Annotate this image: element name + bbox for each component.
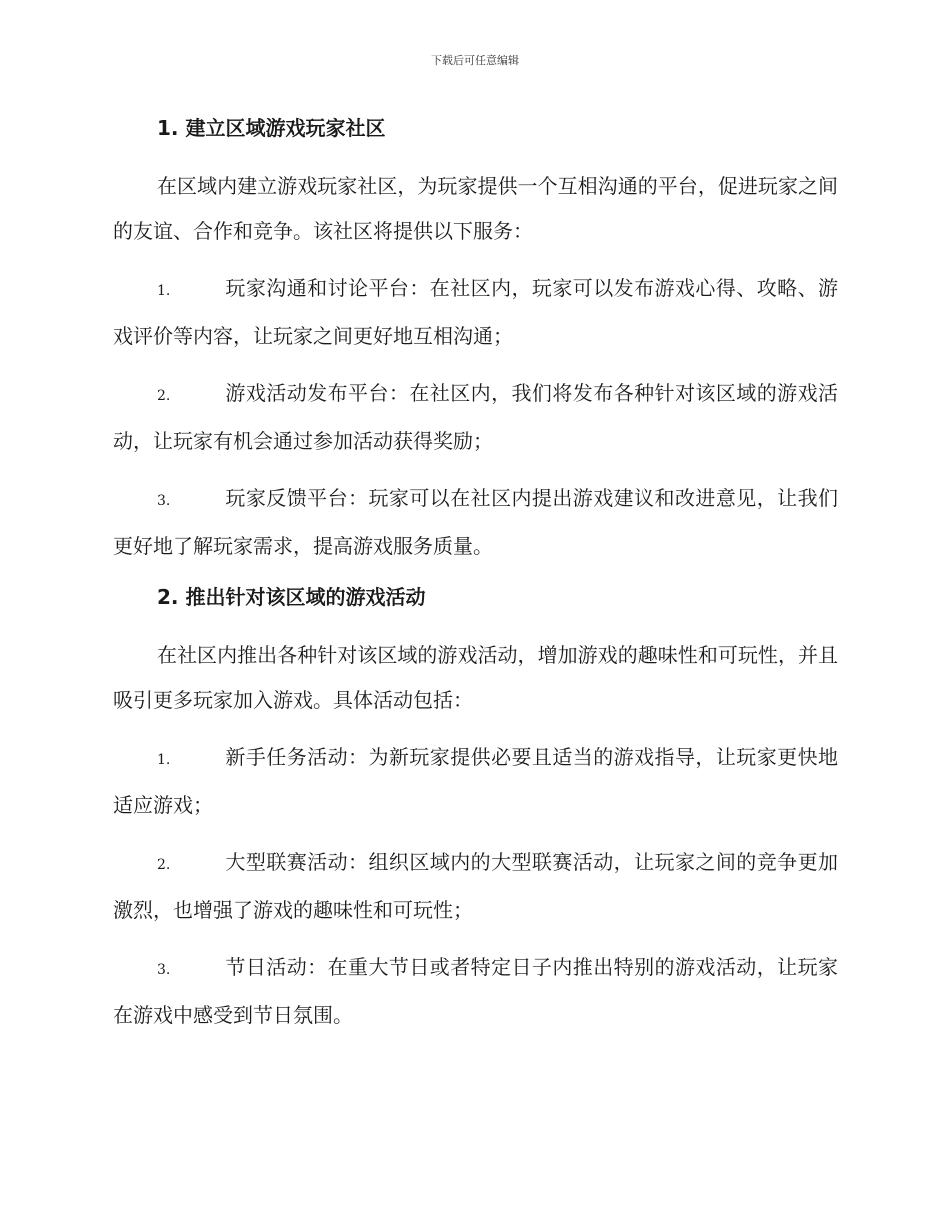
list-item (113, 945, 838, 1038)
list-item-number: 1. (157, 283, 171, 299)
list-item-number: 2. (157, 388, 171, 404)
list-item-number: 3. (157, 493, 171, 509)
list-item-text: 节日活动：在重大节日或者特定日子内推出特别的游戏活动，让玩家在游戏中感受到节日氛围。 (113, 955, 838, 1027)
list-item-text: 游戏活动发布平台：在社区内，我们将发布各种针对该区域的游戏活动，让玩家有机会通过参加活动获得奖励； (113, 381, 838, 453)
list-item-number: 3. (157, 962, 171, 978)
list-item (113, 840, 838, 933)
list-item-text: 玩家反馈平台：玩家可以在社区内提出游戏建议和改进意见，让我们更好地了解玩家需求，提高游戏服务质量。 (113, 486, 838, 558)
document-body (113, 112, 838, 1050)
section-1 (113, 112, 838, 569)
page-header-note: 下载后可任意编辑 (431, 54, 519, 67)
section-intro-paragraph: 在社区内推出各种针对该区域的游戏活动，增加游戏的趣味性和可玩性，并且吸引更多玩家加入游戏。具体活动包括： (113, 643, 838, 712)
section-intro-paragraph: 在区域内建立游戏玩家社区，为玩家提供一个互相沟通的平台，促进玩家之间的友谊、合作和竞争。该社区将提供以下服务： (113, 174, 838, 243)
section-heading: 1. 建立区域游戏玩家社区 (157, 116, 386, 140)
list-item-text: 大型联赛活动：组织区域内的大型联赛活动，让玩家之间的竞争更加激烈，也增强了游戏的趣味性和可玩性； (113, 850, 838, 922)
list-item (113, 735, 838, 828)
list-item-number: 1. (157, 752, 171, 768)
list-item-number: 2. (157, 857, 171, 873)
list-item-text: 玩家沟通和讨论平台：在社区内，玩家可以发布游戏心得、攻略、游戏评价等内容，让玩家之间更好地互相沟通； (113, 276, 838, 348)
section-heading: 2. 推出针对该区域的游戏活动 (157, 585, 426, 609)
list-item (113, 371, 838, 464)
list-item-text: 新手任务活动：为新玩家提供必要且适当的游戏指导，让玩家更快地适应游戏； (113, 745, 838, 817)
section-2 (113, 581, 838, 1038)
list-item (113, 476, 838, 569)
list-item (113, 266, 838, 359)
